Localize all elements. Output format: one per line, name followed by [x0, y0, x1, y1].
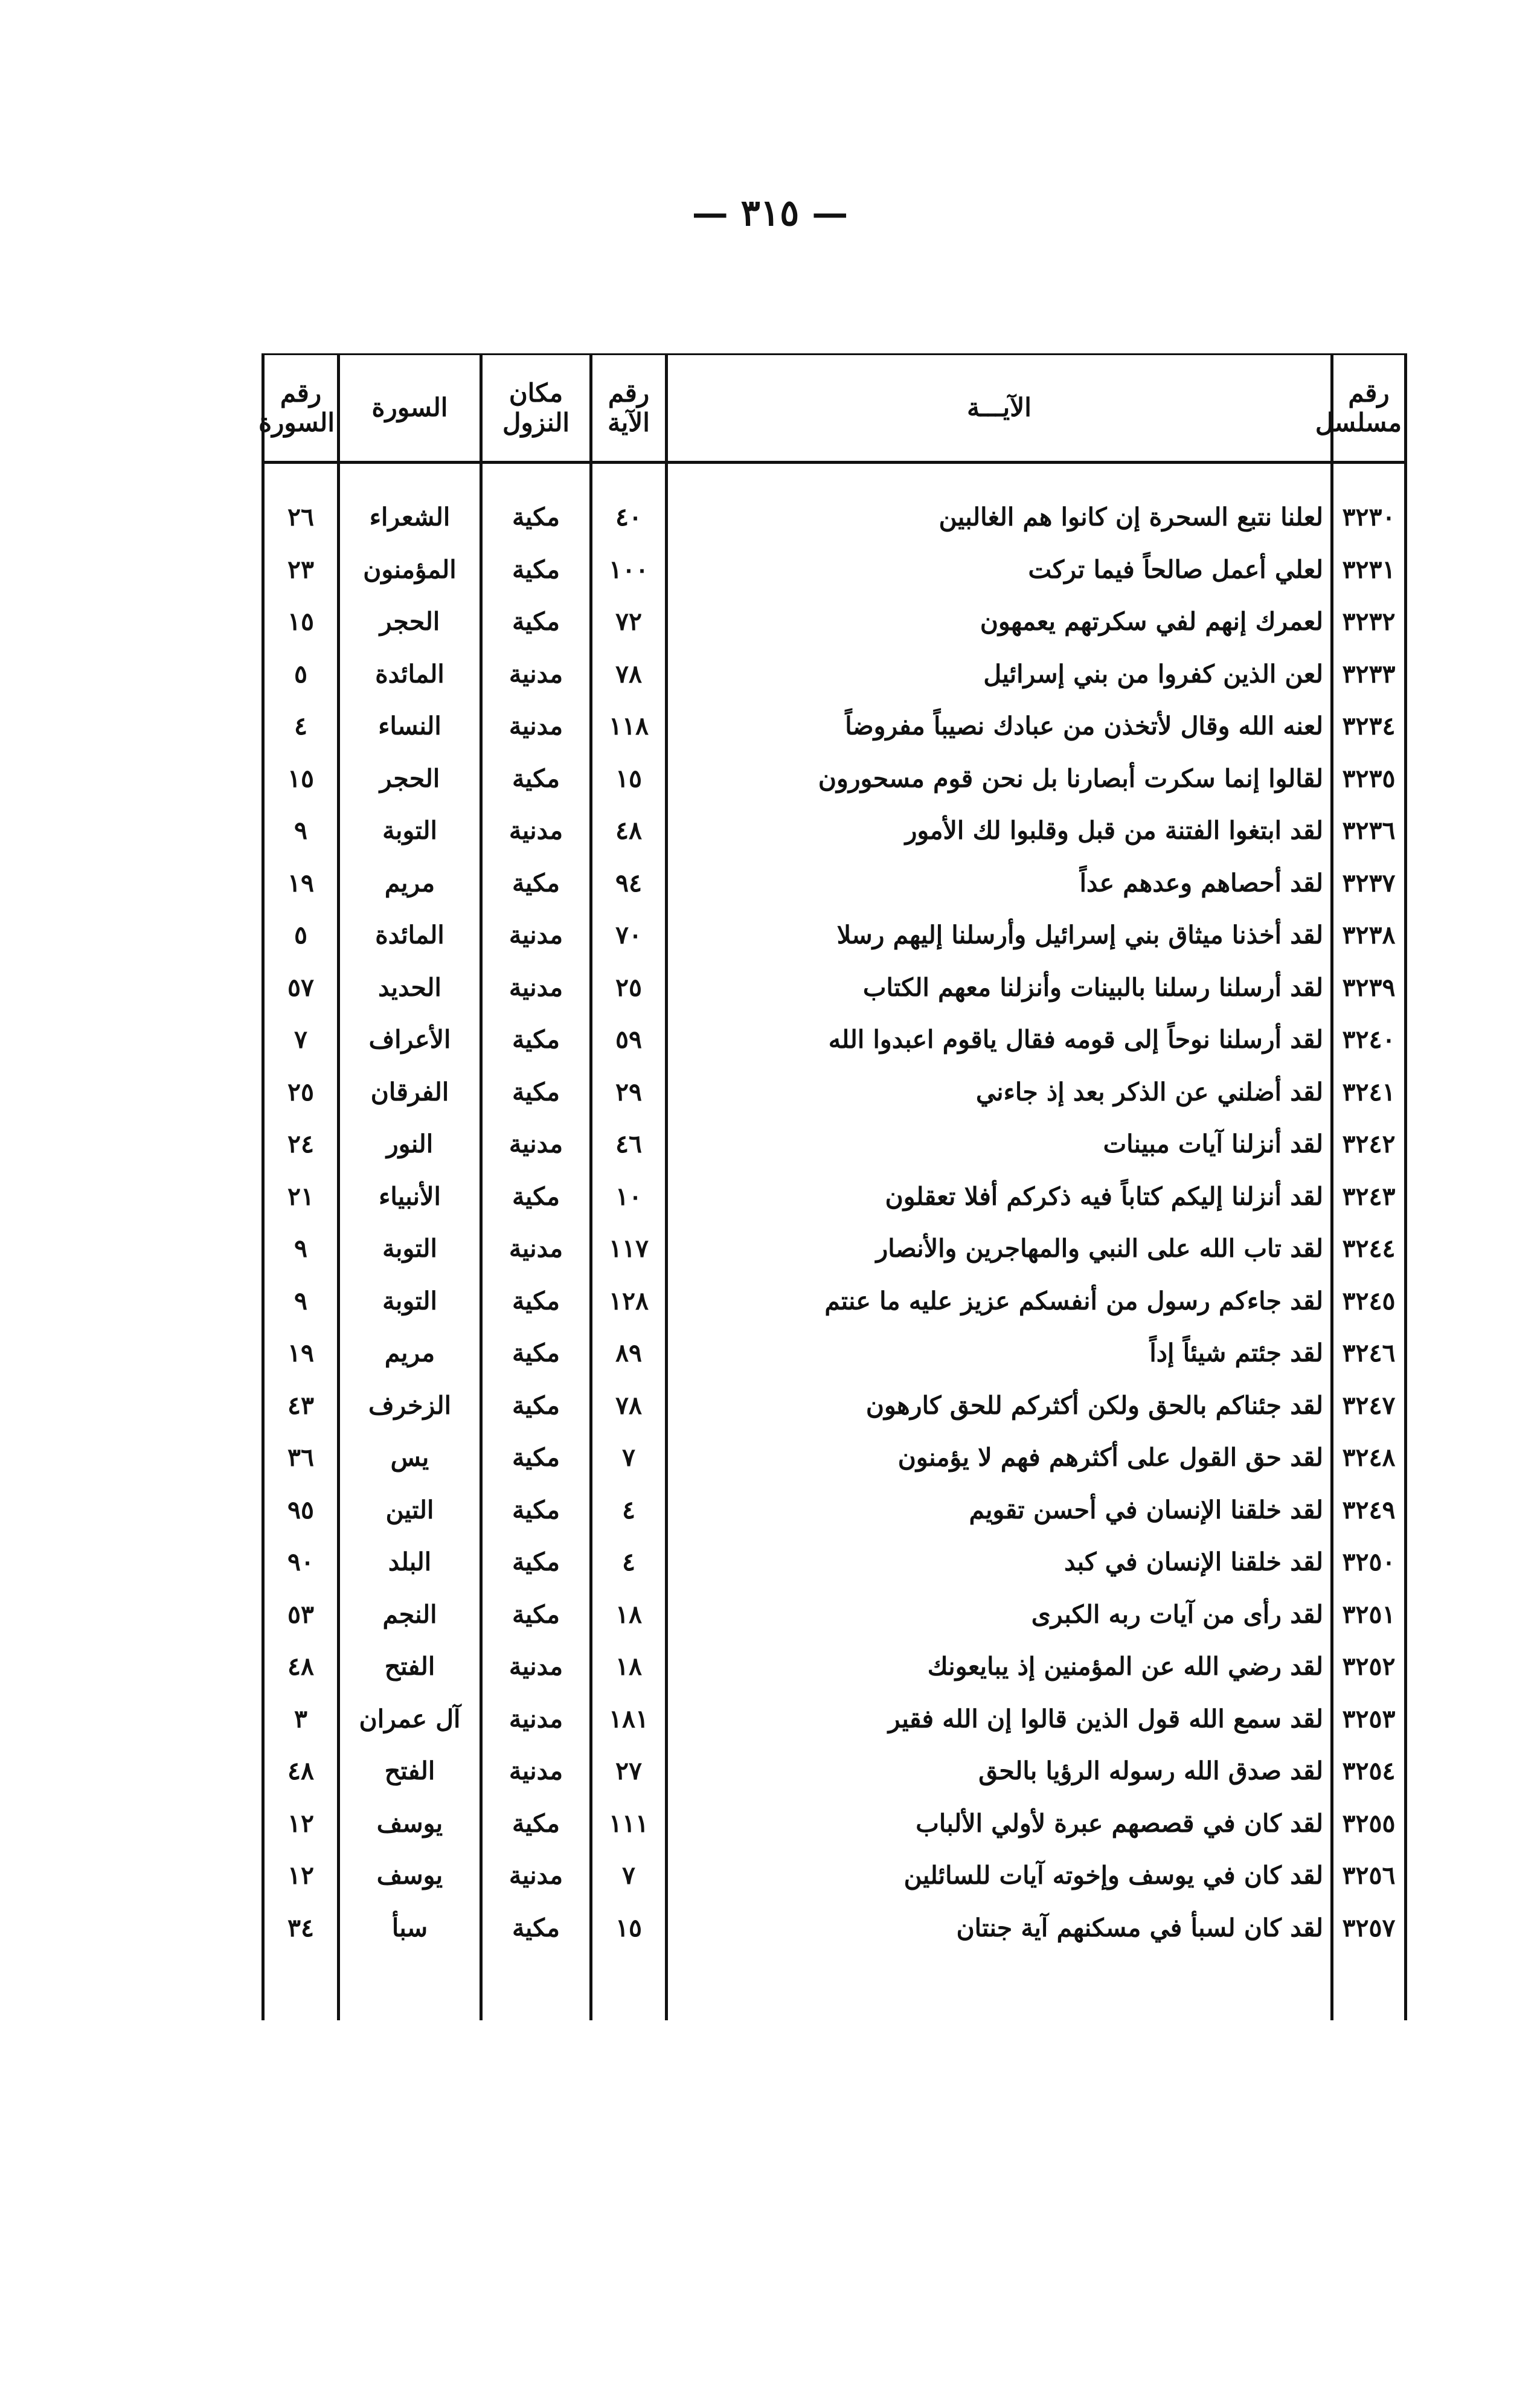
table-tail-row [263, 1954, 1406, 2020]
verse-cell: لقد جئناكم بالحق ولكن أكثركم للحق كارهون [667, 1379, 1332, 1432]
surah-name-cell: التين [339, 1484, 481, 1537]
serial-cell: ٣٢٤٠ [1332, 1013, 1406, 1066]
serial-cell: ٣٢٥٢ [1332, 1640, 1406, 1693]
ayah-number-cell: ٧٨ [591, 1379, 667, 1432]
surah-name-cell: الفرقان [339, 1066, 481, 1119]
place-cell: مكية [481, 1327, 591, 1379]
serial-cell: ٣٢٥٣ [1332, 1693, 1406, 1745]
surah-number-cell: ٤٣ [263, 1379, 339, 1432]
verse-cell: لعلي أعمل صالحاً فيما تركت [667, 544, 1332, 596]
place-cell: مدنية [481, 1693, 591, 1745]
table-row [263, 857, 1406, 910]
surah-number-cell: ٧ [263, 1013, 339, 1066]
surah-number-cell: ٢٦ [263, 491, 339, 544]
verse-cell: لقد كان لسبأ في مسكنهم آية جنتان [667, 1902, 1332, 1954]
place-cell: مدنية [481, 1640, 591, 1693]
serial-cell: ٣٢٣٧ [1332, 857, 1406, 910]
verse-cell: لقد أرسلنا نوحاً إلى قومه فقال ياقوم اعبدوا الله [667, 1013, 1332, 1066]
ayah-number-cell: ١٠ [591, 1170, 667, 1223]
place-cell: مكية [481, 1588, 591, 1641]
verse-cell: لقد أنزلنا إليكم كتاباً فيه ذكركم أفلا تعقلون [667, 1170, 1332, 1223]
verse-cell: لقد تاب الله على النبي والمهاجرين والأنصار [667, 1222, 1332, 1275]
verse-cell: لقد سمع الله قول الذين قالوا إن الله فقير [667, 1693, 1332, 1745]
table-row [263, 1849, 1406, 1902]
table-row [263, 700, 1406, 753]
header-serial: رقم مسلسل [1332, 355, 1406, 463]
surah-name-cell: الزخرف [339, 1379, 481, 1432]
surah-name-cell: المؤمنون [339, 544, 481, 596]
ayah-number-cell: ١٨ [591, 1588, 667, 1641]
serial-cell: ٣٢٣٠ [1332, 491, 1406, 544]
table-row [263, 648, 1406, 701]
table-row [263, 1379, 1406, 1432]
verse-cell: لقد حق القول على أكثرهم فهم لا يؤمنون [667, 1431, 1332, 1484]
ayah-number-cell: ١٨١ [591, 1693, 667, 1745]
table-row [263, 962, 1406, 1014]
serial-cell: ٣٢٤١ [1332, 1066, 1406, 1119]
serial-cell: ٣٢٤٩ [1332, 1484, 1406, 1537]
ayah-number-cell: ٧ [591, 1849, 667, 1902]
header-ayah-number: رقم الآية [591, 355, 667, 463]
surah-name-cell: التوبة [339, 804, 481, 857]
place-cell: مدنية [481, 1222, 591, 1275]
table-row [263, 1118, 1406, 1170]
serial-cell: ٣٢٤٤ [1332, 1222, 1406, 1275]
verse-cell: لعمرك إنهم لفي سكرتهم يعمهون [667, 596, 1332, 648]
serial-cell: ٣٢٣٩ [1332, 962, 1406, 1014]
surah-name-cell: التوبة [339, 1275, 481, 1328]
surah-name-cell: التوبة [339, 1222, 481, 1275]
table-row [263, 1327, 1406, 1379]
table-row [263, 1640, 1406, 1693]
ayah-number-cell: ١١٧ [591, 1222, 667, 1275]
place-cell: مكية [481, 1170, 591, 1223]
verse-cell: لقد كان في يوسف وإخوته آيات للسائلين [667, 1849, 1332, 1902]
ayah-number-cell: ١٥ [591, 1902, 667, 1954]
ayah-number-cell: ٤٦ [591, 1118, 667, 1170]
surah-number-cell: ١٩ [263, 857, 339, 910]
verse-cell: لقد رأى من آيات ربه الكبرى [667, 1588, 1332, 1641]
surah-name-cell: الأعراف [339, 1013, 481, 1066]
serial-cell: ٣٢٥٧ [1332, 1902, 1406, 1954]
serial-cell: ٣٢٣٥ [1332, 753, 1406, 805]
surah-name-cell: البلد [339, 1536, 481, 1588]
place-cell: مدنية [481, 1118, 591, 1170]
serial-cell: ٣٢٣٤ [1332, 700, 1406, 753]
header-spacer-row [263, 463, 1406, 492]
surah-number-cell: ٥ [263, 909, 339, 962]
serial-cell: ٣٢٤٦ [1332, 1327, 1406, 1379]
serial-cell: ٣٢٤٣ [1332, 1170, 1406, 1223]
verse-cell: لقد أنزلنا آيات مبينات [667, 1118, 1332, 1170]
serial-cell: ٣٢٤٨ [1332, 1431, 1406, 1484]
place-cell: مكية [481, 1431, 591, 1484]
ayah-number-cell: ٧٢ [591, 596, 667, 648]
header-surah: السورة [339, 355, 481, 463]
serial-cell: ٣٢٥٦ [1332, 1849, 1406, 1902]
ayah-number-cell: ٢٩ [591, 1066, 667, 1119]
verse-cell: لقد رضي الله عن المؤمنين إذ يبايعونك [667, 1640, 1332, 1693]
surah-number-cell: ٤ [263, 700, 339, 753]
verse-cell: لقد خلقنا الإنسان في أحسن تقويم [667, 1484, 1332, 1537]
ayah-number-cell: ٥٩ [591, 1013, 667, 1066]
surah-name-cell: النساء [339, 700, 481, 753]
verse-cell: لقد أخذنا ميثاق بني إسرائيل وأرسلنا إليهم رسلا [667, 909, 1332, 962]
place-cell: مكية [481, 1066, 591, 1119]
header-verse: الآيـــة [667, 355, 1332, 463]
place-cell: مكية [481, 857, 591, 910]
ayah-number-cell: ٢٥ [591, 962, 667, 1014]
place-cell: مكية [481, 1484, 591, 1537]
surah-number-cell: ٢١ [263, 1170, 339, 1223]
serial-cell: ٣٢٣١ [1332, 544, 1406, 596]
table-row [263, 596, 1406, 648]
ayah-number-cell: ١٨ [591, 1640, 667, 1693]
place-cell: مكية [481, 1536, 591, 1588]
surah-number-cell: ٩ [263, 1222, 339, 1275]
header-place: مكان النزول [481, 355, 591, 463]
table-row [263, 491, 1406, 544]
table-row [263, 1275, 1406, 1328]
ayah-number-cell: ٨٩ [591, 1327, 667, 1379]
surah-number-cell: ٣٤ [263, 1902, 339, 1954]
surah-name-cell: الحديد [339, 962, 481, 1014]
surah-number-cell: ١٢ [263, 1797, 339, 1850]
place-cell: مكية [481, 753, 591, 805]
verse-cell: لقد أضلني عن الذكر بعد إذ جاءني [667, 1066, 1332, 1119]
surah-number-cell: ٢٥ [263, 1066, 339, 1119]
place-cell: مدنية [481, 962, 591, 1014]
table-row [263, 753, 1406, 805]
table-row [263, 1484, 1406, 1537]
verse-cell: لقد أحصاهم وعدهم عداً [667, 857, 1332, 910]
ayah-number-cell: ١١١ [591, 1797, 667, 1850]
verse-cell: لقد كان في قصصهم عبرة لأولي الألباب [667, 1797, 1332, 1850]
ayah-number-cell: ٢٧ [591, 1745, 667, 1797]
surah-number-cell: ١٥ [263, 753, 339, 805]
serial-cell: ٣٢٥٠ [1332, 1536, 1406, 1588]
ayah-number-cell: ٧٨ [591, 648, 667, 701]
place-cell: مدنية [481, 700, 591, 753]
verse-cell: لعنه الله وقال لأتخذن من عبادك نصيباً مفروضاً [667, 700, 1332, 753]
place-cell: مدنية [481, 1849, 591, 1902]
serial-cell: ٣٢٣٣ [1332, 648, 1406, 701]
ayah-number-cell: ٧٠ [591, 909, 667, 962]
surah-number-cell: ٥ [263, 648, 339, 701]
table-row [263, 909, 1406, 962]
serial-cell: ٣٢٤٢ [1332, 1118, 1406, 1170]
table-row [263, 1902, 1406, 1954]
serial-cell: ٣٢٤٥ [1332, 1275, 1406, 1328]
place-cell: مكية [481, 1013, 591, 1066]
place-cell: مكية [481, 596, 591, 648]
table-row [263, 1588, 1406, 1641]
verse-cell: لعلنا نتبع السحرة إن كانوا هم الغالبين [667, 491, 1332, 544]
ayah-number-cell: ١٠٠ [591, 544, 667, 596]
surah-name-cell: مريم [339, 1327, 481, 1379]
surah-number-cell: ٢٤ [263, 1118, 339, 1170]
surah-name-cell: آل عمران [339, 1693, 481, 1745]
verse-cell: لقد جئتم شيئاً إداً [667, 1327, 1332, 1379]
header-surah-number: رقم السورة [263, 355, 339, 463]
surah-number-cell: ٥٣ [263, 1588, 339, 1641]
surah-number-cell: ١٥ [263, 596, 339, 648]
place-cell: مكية [481, 544, 591, 596]
surah-number-cell: ١٩ [263, 1327, 339, 1379]
serial-cell: ٣٢٥٤ [1332, 1745, 1406, 1797]
ayah-number-cell: ١٢٨ [591, 1275, 667, 1328]
surah-name-cell: المائدة [339, 648, 481, 701]
surah-name-cell: الفتح [339, 1745, 481, 1797]
surah-name-cell: يوسف [339, 1849, 481, 1902]
verse-cell: لقد أرسلنا رسلنا بالبينات وأنزلنا معهم الكتاب [667, 962, 1332, 1014]
surah-name-cell: المائدة [339, 909, 481, 962]
place-cell: مكية [481, 1379, 591, 1432]
ayah-number-cell: ١٥ [591, 753, 667, 805]
table-row [263, 1797, 1406, 1850]
place-cell: مكية [481, 1275, 591, 1328]
ayah-number-cell: ٤٠ [591, 491, 667, 544]
ayah-number-cell: ٤ [591, 1484, 667, 1537]
verse-cell: لقالوا إنما سكرت أبصارنا بل نحن قوم مسحورون [667, 753, 1332, 805]
table-row [263, 804, 1406, 857]
place-cell: مكية [481, 1902, 591, 1954]
surah-name-cell: الحجر [339, 596, 481, 648]
serial-cell: ٣٢٥١ [1332, 1588, 1406, 1641]
place-cell: مدنية [481, 1745, 591, 1797]
table-row [263, 1170, 1406, 1223]
place-cell: مدنية [481, 804, 591, 857]
serial-cell: ٣٢٣٨ [1332, 909, 1406, 962]
table-row [263, 1013, 1406, 1066]
table-row [263, 1693, 1406, 1745]
surah-number-cell: ٩٠ [263, 1536, 339, 1588]
surah-number-cell: ٥٧ [263, 962, 339, 1014]
surah-name-cell: الأنبياء [339, 1170, 481, 1223]
surah-number-cell: ٣٦ [263, 1431, 339, 1484]
surah-number-cell: ٩ [263, 1275, 339, 1328]
surah-number-cell: ٤٨ [263, 1640, 339, 1693]
verse-cell: لقد ابتغوا الفتنة من قبل وقلبوا لك الأمور [667, 804, 1332, 857]
surah-number-cell: ١٢ [263, 1849, 339, 1902]
surah-name-cell: النجم [339, 1588, 481, 1641]
serial-cell: ٣٢٥٥ [1332, 1797, 1406, 1850]
surah-name-cell: يوسف [339, 1797, 481, 1850]
surah-name-cell: الحجر [339, 753, 481, 805]
table-row [263, 1431, 1406, 1484]
place-cell: مدنية [481, 909, 591, 962]
table-row [263, 544, 1406, 596]
surah-number-cell: ٢٣ [263, 544, 339, 596]
verse-cell: لعن الذين كفروا من بني إسرائيل [667, 648, 1332, 701]
verse-cell: لقد جاءكم رسول من أنفسكم عزيز عليه ما عنتم [667, 1275, 1332, 1328]
verse-index-table [258, 353, 1407, 2020]
place-cell: مكية [481, 491, 591, 544]
table-header-row [263, 355, 1406, 463]
surah-name-cell: سبأ [339, 1902, 481, 1954]
ayah-number-cell: ٩٤ [591, 857, 667, 910]
verse-cell: لقد صدق الله رسوله الرؤيا بالحق [667, 1745, 1332, 1797]
serial-cell: ٣٢٣٢ [1332, 596, 1406, 648]
surah-number-cell: ٩ [263, 804, 339, 857]
surah-number-cell: ٤٨ [263, 1745, 339, 1797]
surah-number-cell: ٣ [263, 1693, 339, 1745]
table-row [263, 1066, 1406, 1119]
page-number: — ٣١٥ — [691, 192, 849, 234]
surah-name-cell: الشعراء [339, 491, 481, 544]
ayah-number-cell: ١١٨ [591, 700, 667, 753]
table-row [263, 1536, 1406, 1588]
table-row [263, 1222, 1406, 1275]
ayah-number-cell: ٤ [591, 1536, 667, 1588]
ayah-number-cell: ٤٨ [591, 804, 667, 857]
surah-number-cell: ٩٥ [263, 1484, 339, 1537]
ayah-number-cell: ٧ [591, 1431, 667, 1484]
surah-name-cell: النور [339, 1118, 481, 1170]
serial-cell: ٣٢٣٦ [1332, 804, 1406, 857]
surah-name-cell: الفتح [339, 1640, 481, 1693]
verse-cell: لقد خلقنا الإنسان في كبد [667, 1536, 1332, 1588]
surah-name-cell: مريم [339, 857, 481, 910]
place-cell: مدنية [481, 648, 591, 701]
table-row [263, 1745, 1406, 1797]
surah-name-cell: يس [339, 1431, 481, 1484]
place-cell: مكية [481, 1797, 591, 1850]
serial-cell: ٣٢٤٧ [1332, 1379, 1406, 1432]
